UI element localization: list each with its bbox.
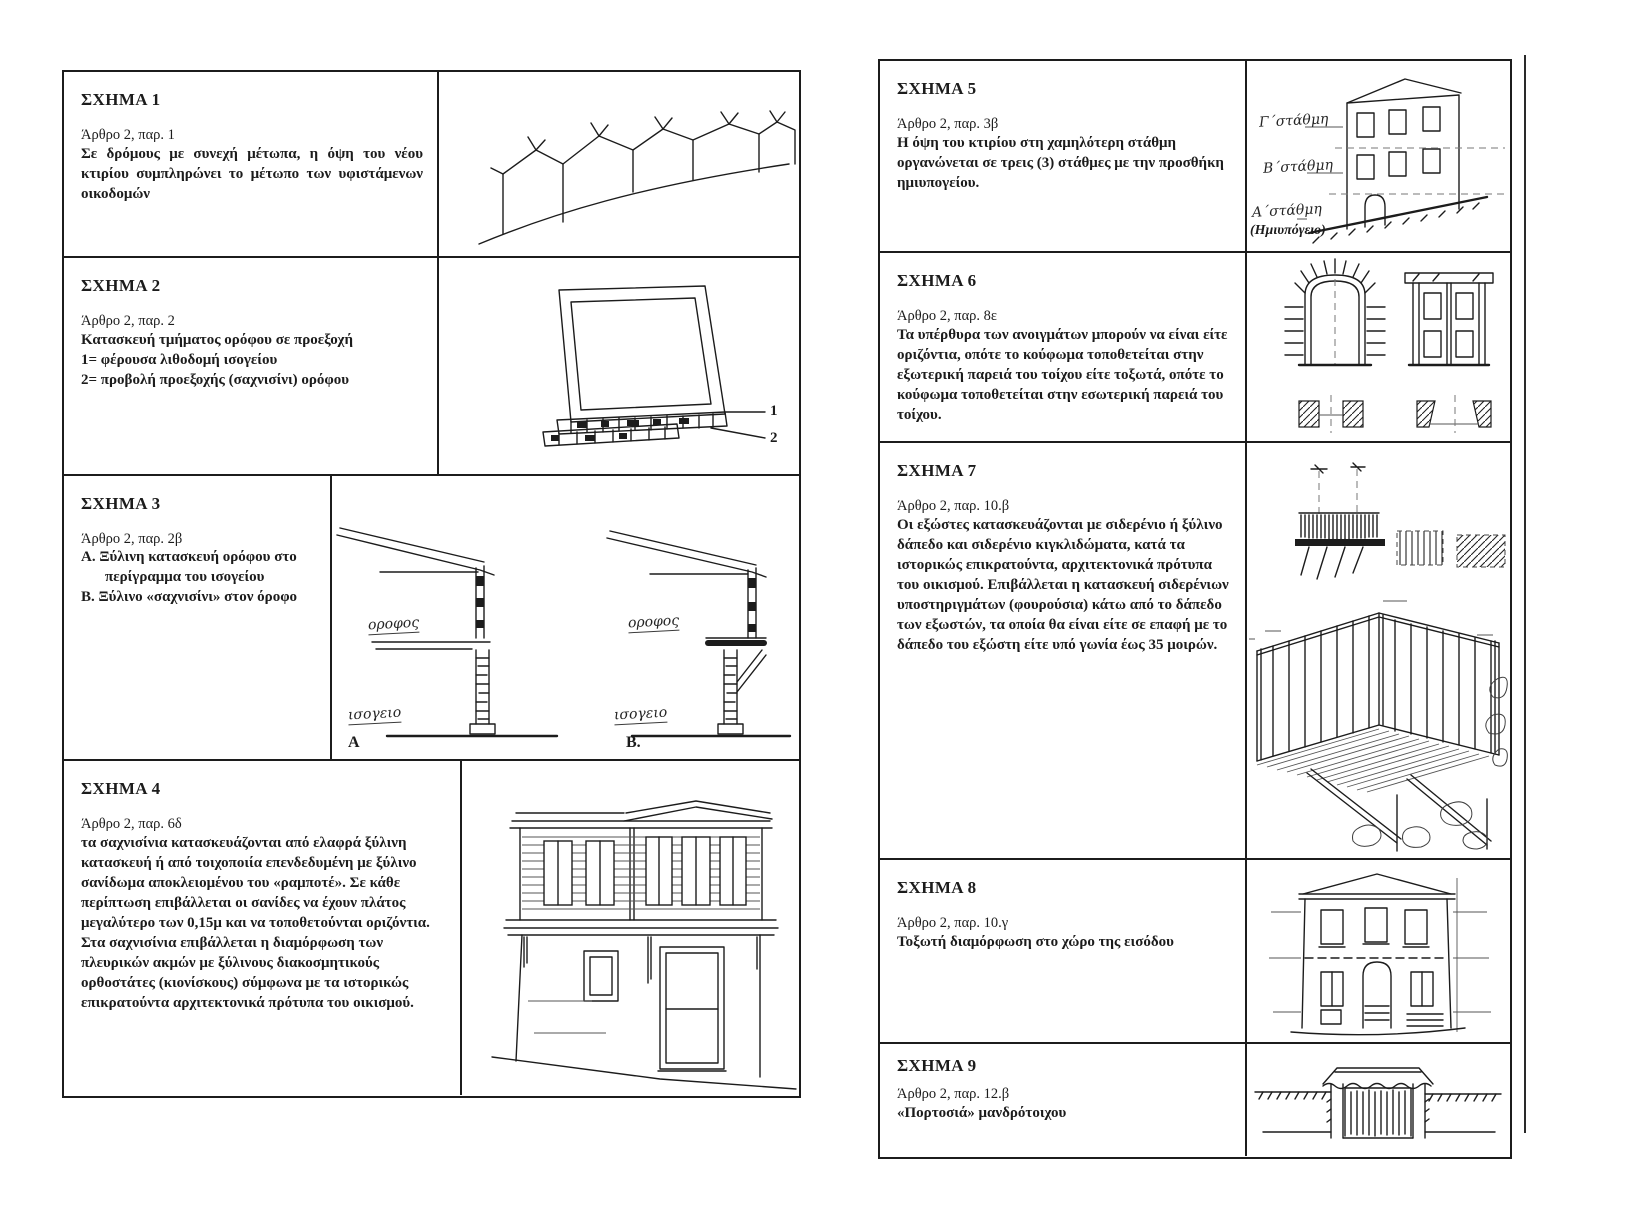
row-schema-2 (64, 258, 799, 476)
schema-2-text-cell (64, 258, 439, 474)
schema-1-title: ΣΧΗΜΑ 1 (81, 90, 161, 109)
section-b-ground-label: ισογειο (613, 704, 668, 724)
page-edge-line (1524, 55, 1526, 1133)
schema-7-title: ΣΧΗΜΑ 7 (897, 461, 977, 480)
section-a-floor-label: οροφος (367, 614, 420, 634)
schema-4-title: ΣΧΗΜΑ 4 (81, 779, 161, 798)
projecting-floor-plan-sketch (439, 260, 797, 472)
row-schema-8 (880, 860, 1510, 1044)
schema-6-body: Τα υπέρθυρα των ανοιγμάτων μπορούν να είναι είτε οριζόντια, οπότε το κούφωμα τοποθετείται στην εξωτερική παρειά του τοίχου είτε τοξωτά, οπότε το κούφωμα τοποθετείται στην εσωτερική παρειά του τοίχου. (897, 327, 1228, 423)
schema-2-item-1: 1= φέρουσα λιθοδομή ισογείου (81, 351, 278, 368)
section-b-floor-label: οροφος (627, 612, 680, 632)
sections-a-b-sketch (332, 480, 796, 746)
schema-2-item-2: 2= προβολή προεξοχής (σαχνισίνι) ορόφου (81, 371, 350, 388)
arched-entrance-facade-sketch (1247, 860, 1509, 1040)
left-figure-table (62, 70, 801, 1098)
schema-1-text-cell (64, 72, 439, 256)
right-figure-table (878, 59, 1512, 1159)
schema-6-figure-cell (1247, 253, 1510, 441)
schema-3-ref: Άρθρο 2, παρ. 2β (81, 531, 183, 547)
wall-gate-sketch (1247, 1044, 1509, 1152)
schema-3-item-a: Α. Ξύλινη κατασκευή ορόφου στο περίγραμμα του ισογείου (81, 549, 297, 585)
schema-9-figure-cell (1247, 1044, 1510, 1156)
schema-3-figure-cell (332, 476, 799, 759)
schema-6-ref: Άρθρο 2, παρ. 8ε (897, 308, 998, 324)
schema-4-ref: Άρθρο 2, παρ. 6δ (81, 816, 182, 832)
row-schema-6 (880, 253, 1510, 443)
row-schema-1 (64, 72, 799, 258)
semi-basement-label: (Ημιυπόγειο) (1250, 223, 1326, 238)
schema-3-item-b: Β. Ξύλινο «σαχνισίνι» στον όροφο (81, 588, 298, 605)
row-schema-7 (880, 443, 1510, 860)
schema-7-text-cell (880, 443, 1247, 858)
schema-2-body: Κατασκευή τμήματος ορόφου σε προεξοχή (81, 332, 353, 348)
schema-6-text-cell (880, 253, 1247, 441)
street-facades-sketch (441, 74, 797, 254)
schema-1-body: Σε δρόμους με συνεχή μέτωπα, η όψη του νέου κτιρίου συμπληρώνει το μέτωπο των υφιστάμενων οικοδομών (81, 146, 423, 202)
schema-5-ref: Άρθρο 2, παρ. 3β (897, 116, 999, 132)
schema-4-text-cell (64, 761, 462, 1095)
section-label-b: Β. (626, 734, 641, 751)
schema-9-body: «Πορτοσιά» μανδρότοιχου (897, 1105, 1067, 1121)
schema-7-body: Οι εξώστες κατασκευάζονται με σιδερένιο ή ξύλινο δάπεδο και σιδερένιο κιγκλιδώματα, κατά τα ιστορικώς επικρατούντα, αρχιτεκτονικά πρότυπα του οικισμού. Επιβάλλεται η κατασκευή σιδερένιων υποστηριγμάτων (φουρούσια) κάτω από το δάπεδο των εξωστών, τα οποία θα είναι είτε σε επαφή με το δάπεδο του εξώστη είτε υπό γωνία έως 35 μοιρών. (897, 517, 1229, 653)
level-b-label: Β΄στάθμη (1262, 157, 1334, 177)
schema-9-text-cell (880, 1044, 1247, 1156)
plan-label-1: 1 (770, 403, 778, 419)
sachnisi-house-sketch (464, 765, 798, 1091)
row-schema-3 (64, 476, 799, 761)
three-level-house-sketch (1247, 61, 1509, 249)
schema-8-title: ΣΧΗΜΑ 8 (897, 878, 977, 897)
schema-9-title: ΣΧΗΜΑ 9 (897, 1056, 977, 1075)
schema-5-body: Η όψη του κτιρίου στη χαμηλότερη στάθμη οργανώνεται σε τρεις (3) στάθμες με την προσθήκη ημιυπογείου. (897, 135, 1224, 191)
schema-9-ref: Άρθρο 2, παρ. 12.β (897, 1086, 1010, 1102)
schema-2-ref: Άρθρο 2, παρ. 2 (81, 313, 175, 329)
lintel-types-sketch (1247, 253, 1509, 439)
row-schema-9 (880, 1044, 1510, 1156)
schema-8-figure-cell (1247, 860, 1510, 1042)
schema-2-title: ΣΧΗΜΑ 2 (81, 276, 161, 295)
schema-1-ref: Άρθρο 2, παρ. 1 (81, 127, 175, 143)
schema-3-text-cell (64, 476, 332, 759)
balcony-axonometric-sketch (1247, 443, 1509, 857)
row-schema-5 (880, 61, 1510, 253)
schema-8-ref: Άρθρο 2, παρ. 10.γ (897, 915, 1009, 931)
level-a-label: Α΄στάθμη (1251, 201, 1323, 221)
row-schema-4 (64, 761, 799, 1095)
section-label-a: Α (348, 734, 360, 751)
schema-4-figure-cell (462, 761, 799, 1095)
schema-3-title: ΣΧΗΜΑ 3 (81, 494, 161, 513)
level-c-label: Γ΄στάθμη (1258, 111, 1329, 131)
section-a-ground-label: ισογειο (347, 704, 402, 724)
schema-1-figure-cell (439, 72, 799, 256)
schema-4-body: τα σαχνισίνια κατασκευάζονται από ελαφρά ξύλινη κατασκευή ή από τοιχοποιία επενδεδυμένη με ξύλινο σανίδωμα αποκλειομένου του «ραμποτέ». Σε κάθε περίπτωση επιβάλλεται οι σανίδες να έχουν πλάτος μεγαλύτερο των 0,15μ και να τοποθετούνται οριζόντια. Στα σαχνισίνια επιβάλλεται η διαμόρφωση των πλευρικών ακμών με ξύλινους διακοσμητικούς ορθοστάτες (κιονίσκους) σύμφωνα με τα ιστορικώς επικρατούντα αρχιτεκτονικά πρότυπα του οικισμού. (81, 835, 430, 1011)
schema-8-text-cell (880, 860, 1247, 1042)
schema-7-ref: Άρθρο 2, παρ. 10.β (897, 498, 1010, 514)
schema-5-figure-cell (1247, 61, 1510, 251)
schema-5-title: ΣΧΗΜΑ 5 (897, 79, 977, 98)
schema-7-figure-cell (1247, 443, 1510, 858)
plan-label-2: 2 (770, 430, 778, 446)
schema-8-body: Τοξωτή διαμόρφωση στο χώρο της εισόδου (897, 934, 1174, 950)
schema-5-text-cell (880, 61, 1247, 251)
schema-6-title: ΣΧΗΜΑ 6 (897, 271, 977, 290)
schema-2-figure-cell (439, 258, 799, 474)
